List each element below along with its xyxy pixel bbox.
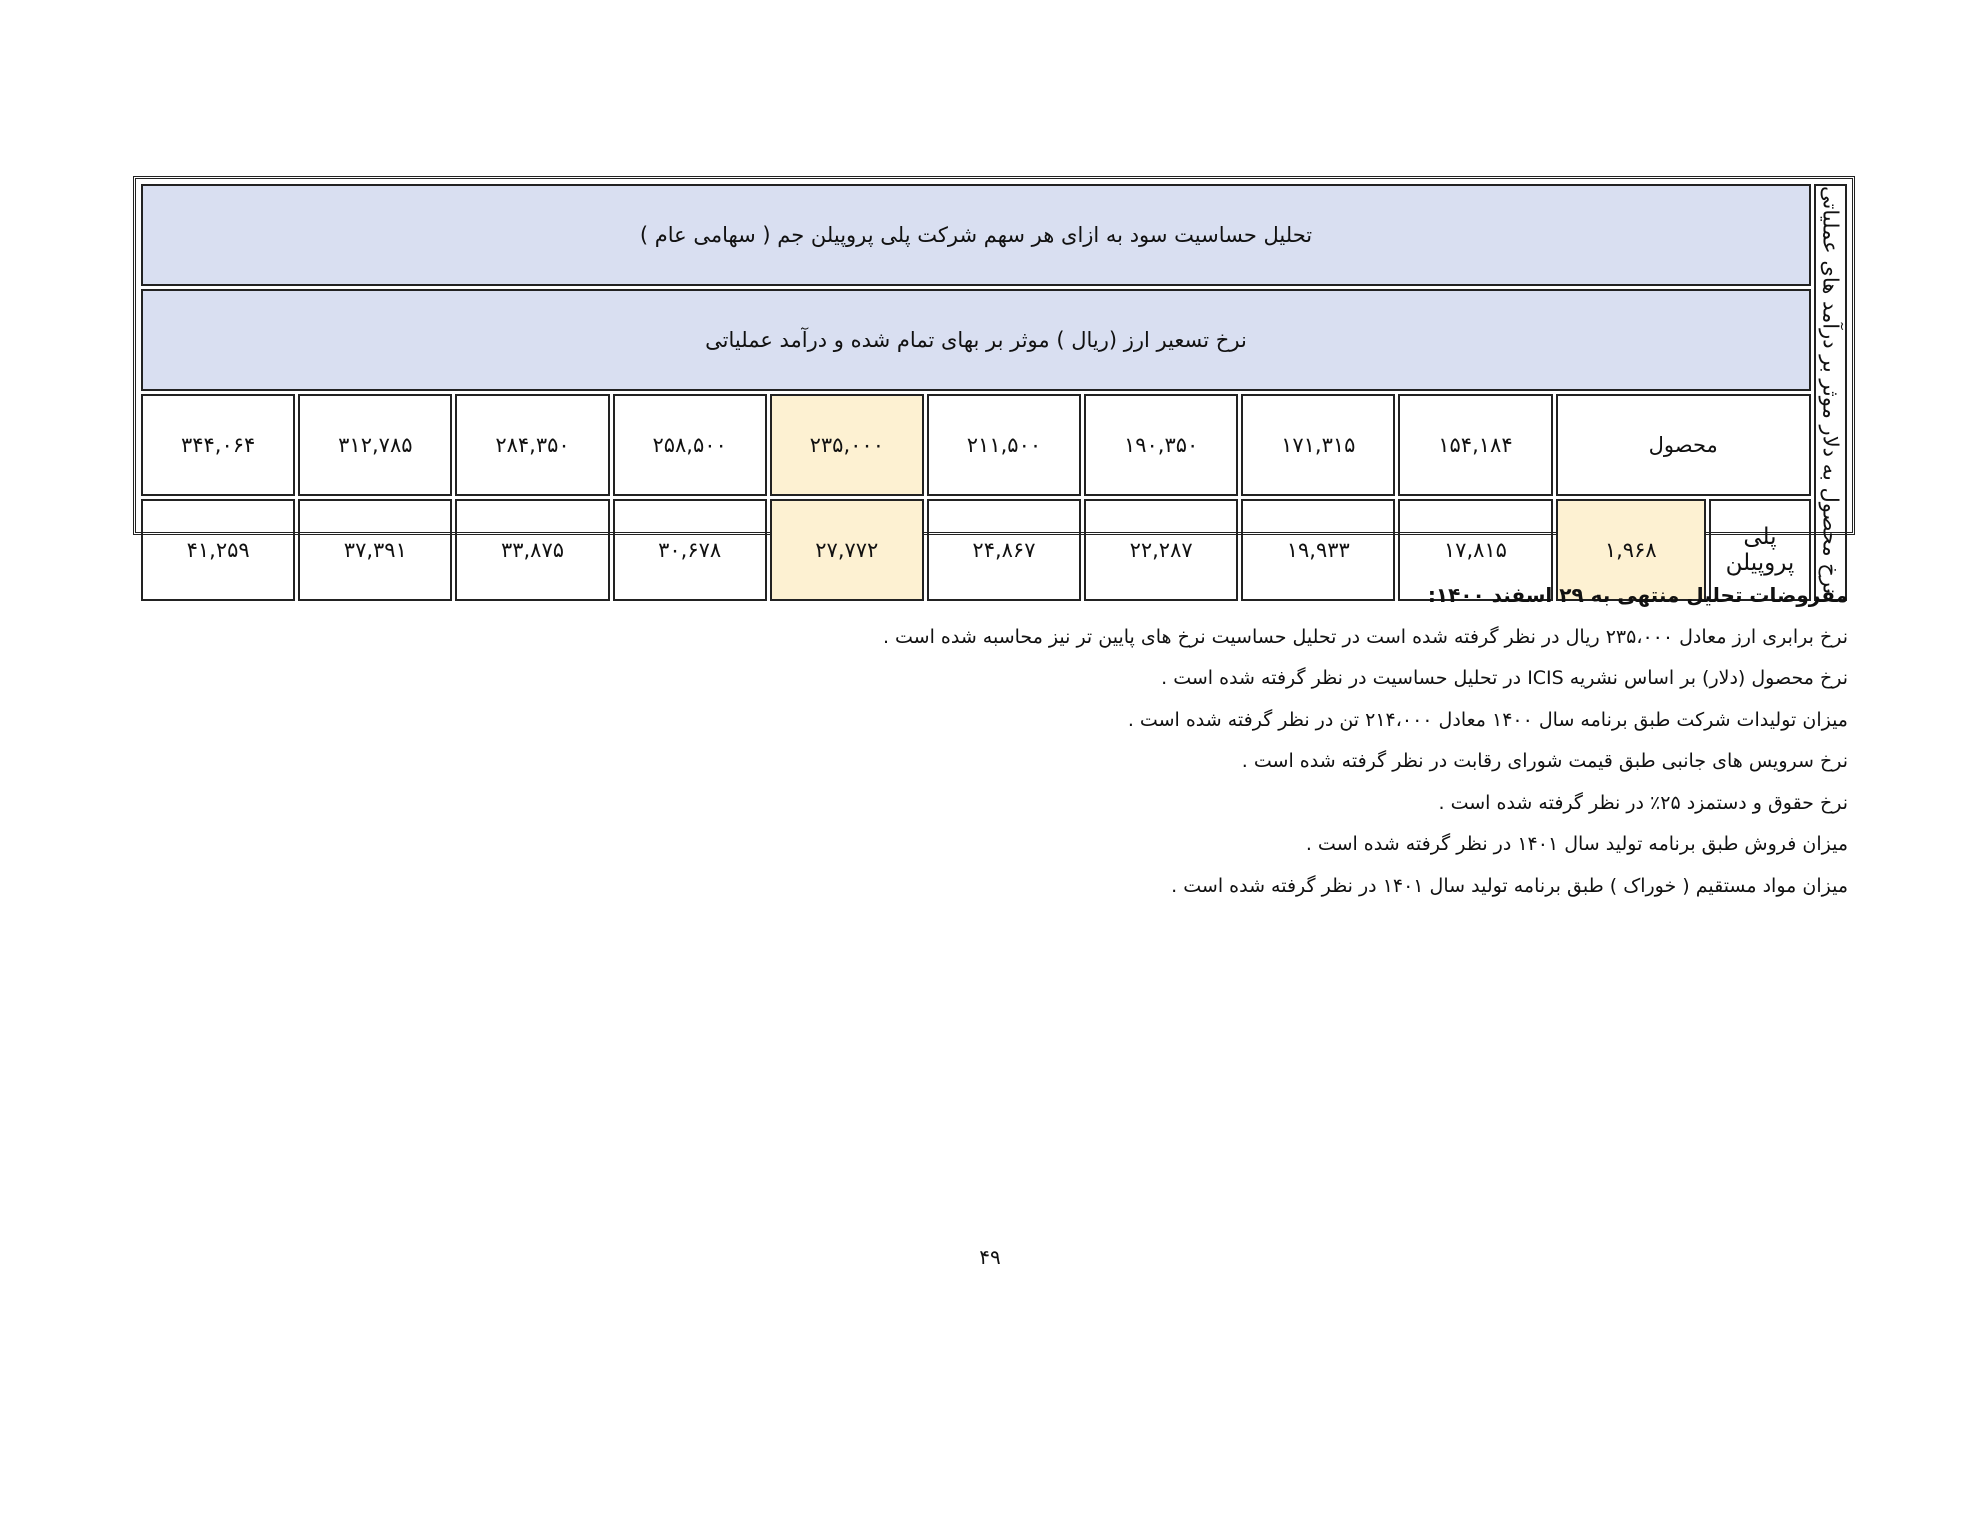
exchange-rate-cell: ۳۱۲,۷۸۵ xyxy=(298,394,452,496)
assumptions-title: مفروضات تحلیل منتهی به ۲۹ اسفند ۱۴۰۰: xyxy=(1427,583,1848,607)
eps-cell: ۴۱,۲۵۹ xyxy=(141,499,295,601)
eps-cell: ۳۳,۸۷۵ xyxy=(455,499,609,601)
assumption-item: میزان فروش طبق برنامه تولید سال ۱۴۰۱ در نظر گرفته شده است . xyxy=(1305,833,1848,855)
exchange-rate-cell-base: ۲۳۵,۰۰۰ xyxy=(770,394,924,496)
eps-cell: ۲۴,۸۶۷ xyxy=(927,499,1081,601)
assumption-item: نرخ برابری ارز معادل ۲۳۵،۰۰۰ ریال در نظر گرفته شده است در تحلیل حساسیت نرخ های پایین تر نیز محاسبه شده است . xyxy=(882,625,1848,648)
sensitivity-table xyxy=(138,181,1850,604)
product-name-cell: پلی پروپیلن xyxy=(1709,499,1811,601)
exchange-rate-row xyxy=(141,394,1847,496)
eps-cell: ۱۷,۸۱۵ xyxy=(1398,499,1552,601)
side-header-cell xyxy=(1814,184,1847,601)
eps-cell: ۳۷,۳۹۱ xyxy=(298,499,452,601)
product-header-cell: محصول xyxy=(1556,394,1811,496)
exchange-rate-cell: ۱۹۰,۳۵۰ xyxy=(1084,394,1238,496)
eps-cell: ۱۹,۹۳۳ xyxy=(1241,499,1395,601)
eps-cell: ۲۲,۲۸۷ xyxy=(1084,499,1238,601)
exchange-rate-cell: ۳۴۴,۰۶۴ xyxy=(141,394,295,496)
table-subtitle-row xyxy=(141,289,1847,391)
assumption-item: نرخ حقوق و دستمزد ۲۵٪ در نظر گرفته شده است . xyxy=(1438,791,1848,814)
eps-cell: ۳۰,۶۷۸ xyxy=(613,499,767,601)
assumptions-section xyxy=(848,575,1848,907)
exchange-rate-cell: ۱۵۴,۱۸۴ xyxy=(1398,394,1552,496)
exchange-rate-cell: ۲۸۴,۳۵۰ xyxy=(455,394,609,496)
assumption-item: میزان مواد مستقیم ( خوراک ) طبق برنامه تولید سال ۱۴۰۱ در نظر گرفته شده است . xyxy=(1171,874,1848,897)
table-subtitle: نرخ تسعیر ارز (ریال ) موثر بر بهای تمام شده و درآمد عملیاتی xyxy=(141,289,1811,391)
table-title: تحلیل حساسیت سود به ازای هر سهم شرکت پلی پروپیلن جم ( سهامی عام ) xyxy=(141,184,1811,286)
assumption-item: نرخ سرویس های جانبی طبق قیمت شورای رقابت در نظر گرفته شده است . xyxy=(1241,750,1848,772)
assumption-item: میزان تولیدات شرکت طبق برنامه سال ۱۴۰۰ معادل ۲۱۴،۰۰۰ تن در نظر گرفته شده است . xyxy=(1127,708,1848,731)
side-header-text: نرخ محصول به دلار موثر بر درآمد های عملیاتی xyxy=(1818,186,1843,595)
exchange-rate-cell: ۲۵۸,۵۰۰ xyxy=(613,394,767,496)
page-number: ۴۹ xyxy=(979,1245,1001,1269)
product-price-cell: ۱,۹۶۸ xyxy=(1556,499,1706,601)
exchange-rate-cell: ۲۱۱,۵۰۰ xyxy=(927,394,1081,496)
assumption-item: نرخ محصول (دلار) بر اساس نشریه ICIS در تحلیل حساسیت در نظر گرفته شده است . xyxy=(1161,667,1848,689)
exchange-rate-cell: ۱۷۱,۳۱۵ xyxy=(1241,394,1395,496)
table-title-row xyxy=(141,184,1847,286)
eps-cell-base: ۲۷,۷۷۲ xyxy=(770,499,924,601)
